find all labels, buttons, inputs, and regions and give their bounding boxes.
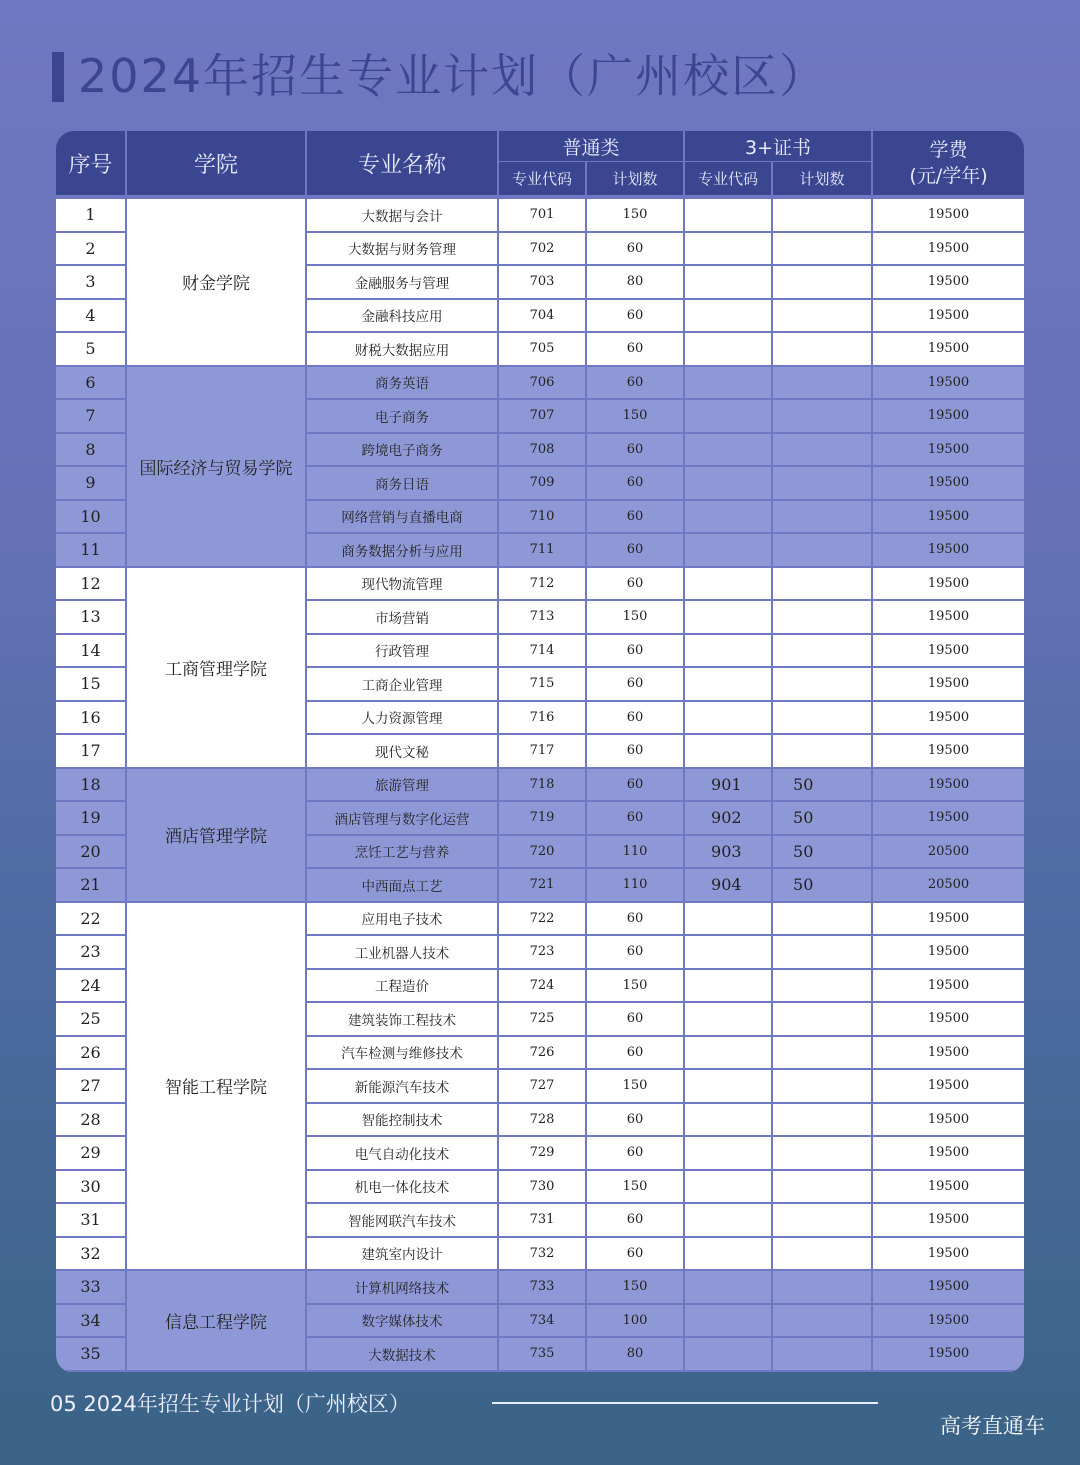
cell-general-code: 707 [498, 399, 586, 433]
cell-fee: 20500 [872, 835, 1024, 869]
cell-general-code: 708 [498, 433, 586, 467]
cell-cert-plan [772, 433, 872, 467]
cell-major: 财税大数据应用 [306, 332, 498, 366]
cell-general-code: 703 [498, 265, 586, 299]
cell-cert-code [684, 567, 772, 601]
cell-fee: 19500 [872, 801, 1024, 835]
cell-seq: 19 [56, 801, 126, 835]
cell-cert-plan [772, 935, 872, 969]
cell-general-plan: 60 [586, 232, 684, 266]
cell-major: 新能源汽车技术 [306, 1069, 498, 1103]
header-fee [872, 131, 1024, 195]
cell-cert-plan [772, 299, 872, 333]
cell-cert-code [684, 1203, 772, 1237]
cell-major: 跨境电子商务 [306, 433, 498, 467]
cell-cert-code [684, 533, 772, 567]
cell-cert-code [684, 1237, 772, 1271]
cell-seq: 2 [56, 232, 126, 266]
cell-cert-plan [772, 500, 872, 534]
cell-general-plan: 60 [586, 533, 684, 567]
cell-major: 工商企业管理 [306, 667, 498, 701]
cell-seq: 1 [56, 199, 126, 232]
header-fee-line2: (元/学年) [909, 165, 988, 187]
cell-cert-plan [772, 466, 872, 500]
cell-general-code: 735 [498, 1337, 586, 1371]
cell-seq: 35 [56, 1337, 126, 1371]
cell-major: 金融服务与管理 [306, 265, 498, 299]
cell-fee: 19500 [872, 734, 1024, 768]
cell-general-code: 718 [498, 768, 586, 802]
cell-cert-plan [772, 1002, 872, 1036]
cell-cert-code [684, 199, 772, 232]
header-cert-plan: 计划数 [772, 162, 872, 196]
table-body [56, 195, 1024, 1371]
cell-general-code: 722 [498, 902, 586, 936]
cell-cert-code [684, 466, 772, 500]
cell-fee: 19500 [872, 1170, 1024, 1204]
cell-general-plan: 60 [586, 1237, 684, 1271]
cell-seq: 15 [56, 667, 126, 701]
cell-general-plan: 60 [586, 1203, 684, 1237]
table-row [56, 1270, 1024, 1304]
cell-fee: 19500 [872, 1203, 1024, 1237]
cell-seq: 5 [56, 332, 126, 366]
header-fee-line1: 学费 [929, 139, 968, 161]
cell-cert-code [684, 366, 772, 400]
cell-cert-code [684, 902, 772, 936]
cell-cert-code [684, 265, 772, 299]
cell-general-code: 701 [498, 199, 586, 232]
cell-cert-code [684, 1136, 772, 1170]
cell-seq: 10 [56, 500, 126, 534]
cell-seq: 25 [56, 1002, 126, 1036]
cell-fee: 19500 [872, 667, 1024, 701]
cell-general-code: 727 [498, 1069, 586, 1103]
cell-cert-plan [772, 399, 872, 433]
cell-cert-code [684, 1036, 772, 1070]
header-college: 学院 [126, 131, 306, 195]
cell-seq: 32 [56, 1237, 126, 1271]
cell-general-plan: 60 [586, 1002, 684, 1036]
cell-seq: 21 [56, 868, 126, 902]
cell-general-code: 731 [498, 1203, 586, 1237]
cell-cert-plan [772, 600, 872, 634]
header-group-general: 普通类 [498, 131, 684, 162]
cell-fee: 19500 [872, 1103, 1024, 1137]
cell-seq: 7 [56, 399, 126, 433]
cell-seq: 27 [56, 1069, 126, 1103]
cell-seq: 31 [56, 1203, 126, 1237]
cell-fee: 19500 [872, 902, 1024, 936]
cell-cert-plan [772, 734, 872, 768]
cell-seq: 22 [56, 902, 126, 936]
cell-major: 机电一体化技术 [306, 1170, 498, 1204]
cell-cert-code [684, 1069, 772, 1103]
cell-general-plan: 60 [586, 634, 684, 668]
cell-general-code: 711 [498, 533, 586, 567]
cell-cert-plan [772, 1136, 872, 1170]
cell-general-plan: 60 [586, 299, 684, 333]
cell-general-code: 730 [498, 1170, 586, 1204]
cell-major: 汽车检测与维修技术 [306, 1036, 498, 1070]
cell-general-code: 715 [498, 667, 586, 701]
cell-fee: 19500 [872, 768, 1024, 802]
cell-seq: 18 [56, 768, 126, 802]
cell-cert-code [684, 1170, 772, 1204]
cell-cert-plan [772, 701, 872, 735]
cell-general-plan: 150 [586, 199, 684, 232]
cell-cert-plan: 50 [772, 768, 872, 802]
cell-seq: 29 [56, 1136, 126, 1170]
cell-seq: 9 [56, 466, 126, 500]
cell-general-plan: 110 [586, 868, 684, 902]
cell-cert-code: 902 [684, 801, 772, 835]
table-row [56, 567, 1024, 601]
cell-major: 电气自动化技术 [306, 1136, 498, 1170]
cell-major: 建筑室内设计 [306, 1237, 498, 1271]
cell-cert-code [684, 634, 772, 668]
enrollment-table [56, 131, 1024, 1373]
cell-major: 商务日语 [306, 466, 498, 500]
cell-major: 大数据技术 [306, 1337, 498, 1371]
cell-general-plan: 60 [586, 667, 684, 701]
cell-cert-plan [772, 1304, 872, 1338]
cell-general-plan: 60 [586, 1103, 684, 1137]
cell-general-plan: 150 [586, 1270, 684, 1304]
cell-fee: 19500 [872, 466, 1024, 500]
cell-fee: 19500 [872, 701, 1024, 735]
header-seq: 序号 [56, 131, 126, 195]
cell-general-plan: 60 [586, 500, 684, 534]
cell-general-plan: 60 [586, 935, 684, 969]
cell-fee: 20500 [872, 868, 1024, 902]
cell-general-code: 709 [498, 466, 586, 500]
cell-major: 智能控制技术 [306, 1103, 498, 1137]
cell-seq: 4 [56, 299, 126, 333]
cell-general-plan: 110 [586, 835, 684, 869]
cell-seq: 28 [56, 1103, 126, 1137]
page-title: 2024年招生专业计划（广州校区） [78, 49, 828, 103]
cell-general-plan: 60 [586, 366, 684, 400]
cell-seq: 17 [56, 734, 126, 768]
table-header [56, 131, 1024, 195]
cell-cert-plan [772, 232, 872, 266]
cell-general-code: 721 [498, 868, 586, 902]
cell-seq: 20 [56, 835, 126, 869]
cell-fee: 19500 [872, 433, 1024, 467]
cell-fee: 19500 [872, 1270, 1024, 1304]
cell-general-plan: 60 [586, 567, 684, 601]
header-major: 专业名称 [306, 131, 498, 195]
cell-major: 电子商务 [306, 399, 498, 433]
cell-college: 酒店管理学院 [126, 768, 306, 902]
cell-cert-plan [772, 332, 872, 366]
cell-general-code: 714 [498, 634, 586, 668]
cell-seq: 33 [56, 1270, 126, 1304]
cell-general-code: 729 [498, 1136, 586, 1170]
cell-general-code: 734 [498, 1304, 586, 1338]
header-group-cert: 3+证书 [684, 131, 872, 162]
cell-general-code: 706 [498, 366, 586, 400]
table-row [56, 768, 1024, 802]
cell-general-code: 712 [498, 567, 586, 601]
cell-major: 行政管理 [306, 634, 498, 668]
cell-college: 财金学院 [126, 199, 306, 366]
cell-general-code: 720 [498, 835, 586, 869]
cell-cert-code [684, 600, 772, 634]
cell-fee: 19500 [872, 1069, 1024, 1103]
cell-general-plan: 60 [586, 701, 684, 735]
watermark-text: 高考直通车 [940, 1414, 1045, 1438]
cell-college: 国际经济与贸易学院 [126, 366, 306, 567]
cell-seq: 26 [56, 1036, 126, 1070]
cell-major: 建筑装饰工程技术 [306, 1002, 498, 1036]
cell-fee: 19500 [872, 1237, 1024, 1271]
cell-cert-code [684, 399, 772, 433]
cell-cert-code: 901 [684, 768, 772, 802]
cell-cert-plan [772, 1203, 872, 1237]
cell-major: 烹饪工艺与营养 [306, 835, 498, 869]
cell-cert-code [684, 1337, 772, 1371]
cell-seq: 16 [56, 701, 126, 735]
cell-cert-code [684, 935, 772, 969]
cell-cert-plan [772, 1069, 872, 1103]
cell-general-code: 726 [498, 1036, 586, 1070]
cell-cert-code [684, 500, 772, 534]
cell-cert-plan [772, 1170, 872, 1204]
cell-cert-plan: 50 [772, 801, 872, 835]
footer-rule [492, 1402, 878, 1404]
cell-seq: 34 [56, 1304, 126, 1338]
cell-cert-code [684, 1103, 772, 1137]
cell-seq: 3 [56, 265, 126, 299]
cell-seq: 24 [56, 969, 126, 1003]
cell-seq: 6 [56, 366, 126, 400]
cell-general-plan: 60 [586, 332, 684, 366]
cell-fee: 19500 [872, 332, 1024, 366]
cell-cert-code [684, 232, 772, 266]
cell-general-code: 724 [498, 969, 586, 1003]
cell-fee: 19500 [872, 366, 1024, 400]
cell-major: 金融科技应用 [306, 299, 498, 333]
cell-general-code: 716 [498, 701, 586, 735]
cell-general-code: 723 [498, 935, 586, 969]
cell-major: 工程造价 [306, 969, 498, 1003]
cell-fee: 19500 [872, 1337, 1024, 1371]
cell-major: 现代文秘 [306, 734, 498, 768]
cell-general-plan: 150 [586, 600, 684, 634]
cell-fee: 19500 [872, 1136, 1024, 1170]
cell-cert-plan [772, 667, 872, 701]
header-cert-code: 专业代码 [684, 162, 772, 196]
cell-cert-plan [772, 199, 872, 232]
header-general-code: 专业代码 [498, 162, 586, 196]
cell-general-code: 725 [498, 1002, 586, 1036]
cell-general-plan: 60 [586, 466, 684, 500]
cell-cert-plan [772, 969, 872, 1003]
cell-cert-plan: 50 [772, 835, 872, 869]
cell-cert-plan [772, 1337, 872, 1371]
cell-cert-plan [772, 533, 872, 567]
cell-general-plan: 150 [586, 399, 684, 433]
cell-major: 中西面点工艺 [306, 868, 498, 902]
cell-general-plan: 60 [586, 902, 684, 936]
cell-general-plan: 100 [586, 1304, 684, 1338]
cell-fee: 19500 [872, 199, 1024, 232]
cell-general-code: 702 [498, 232, 586, 266]
cell-general-plan: 150 [586, 1069, 684, 1103]
cell-cert-plan [772, 366, 872, 400]
cell-fee: 19500 [872, 567, 1024, 601]
cell-general-plan: 150 [586, 969, 684, 1003]
cell-general-plan: 60 [586, 1036, 684, 1070]
cell-cert-plan [772, 1237, 872, 1271]
cell-general-code: 733 [498, 1270, 586, 1304]
cell-general-plan: 80 [586, 265, 684, 299]
cell-major: 旅游管理 [306, 768, 498, 802]
cell-college: 工商管理学院 [126, 567, 306, 768]
cell-major: 网络营销与直播电商 [306, 500, 498, 534]
cell-cert-code [684, 667, 772, 701]
cell-fee: 19500 [872, 399, 1024, 433]
cell-cert-plan [772, 1036, 872, 1070]
cell-college: 智能工程学院 [126, 902, 306, 1271]
cell-general-code: 710 [498, 500, 586, 534]
cell-general-code: 705 [498, 332, 586, 366]
cell-general-plan: 60 [586, 768, 684, 802]
cell-cert-plan [772, 902, 872, 936]
cell-cert-code: 904 [684, 868, 772, 902]
cell-major: 酒店管理与数字化运营 [306, 801, 498, 835]
cell-cert-plan [772, 1270, 872, 1304]
cell-fee: 19500 [872, 969, 1024, 1003]
cell-general-code: 719 [498, 801, 586, 835]
cell-major: 大数据与会计 [306, 199, 498, 232]
cell-seq: 23 [56, 935, 126, 969]
cell-fee: 19500 [872, 935, 1024, 969]
table-row [56, 199, 1024, 232]
cell-major: 数字媒体技术 [306, 1304, 498, 1338]
cell-major: 计算机网络技术 [306, 1270, 498, 1304]
cell-seq: 8 [56, 433, 126, 467]
cell-major: 智能网联汽车技术 [306, 1203, 498, 1237]
cell-general-code: 713 [498, 600, 586, 634]
cell-general-plan: 60 [586, 801, 684, 835]
cell-fee: 19500 [872, 533, 1024, 567]
cell-fee: 19500 [872, 1002, 1024, 1036]
cell-major: 现代物流管理 [306, 567, 498, 601]
cell-cert-plan: 50 [772, 868, 872, 902]
cell-cert-plan [772, 634, 872, 668]
footer-caption: 05 2024年招生专业计划（广州校区） [50, 1392, 410, 1416]
cell-general-code: 732 [498, 1237, 586, 1271]
cell-general-plan: 80 [586, 1337, 684, 1371]
table-row [56, 902, 1024, 936]
cell-seq: 30 [56, 1170, 126, 1204]
cell-cert-code [684, 734, 772, 768]
cell-cert-plan [772, 567, 872, 601]
cell-major: 商务数据分析与应用 [306, 533, 498, 567]
cell-fee: 19500 [872, 634, 1024, 668]
cell-cert-code [684, 332, 772, 366]
cell-cert-code [684, 1270, 772, 1304]
cell-seq: 12 [56, 567, 126, 601]
cell-general-plan: 60 [586, 433, 684, 467]
cell-fee: 19500 [872, 600, 1024, 634]
cell-major: 大数据与财务管理 [306, 232, 498, 266]
cell-general-code: 717 [498, 734, 586, 768]
cell-college: 信息工程学院 [126, 1270, 306, 1371]
cell-seq: 11 [56, 533, 126, 567]
cell-cert-code [684, 433, 772, 467]
header-general-plan: 计划数 [586, 162, 684, 196]
cell-fee: 19500 [872, 1036, 1024, 1070]
cell-fee: 19500 [872, 232, 1024, 266]
cell-cert-plan [772, 265, 872, 299]
cell-fee: 19500 [872, 265, 1024, 299]
cell-cert-code [684, 1304, 772, 1338]
title-accent-bar [52, 52, 64, 102]
cell-general-plan: 60 [586, 1136, 684, 1170]
cell-cert-code [684, 299, 772, 333]
cell-cert-code [684, 1002, 772, 1036]
cell-major: 市场营销 [306, 600, 498, 634]
cell-fee: 19500 [872, 1304, 1024, 1338]
cell-major: 人力资源管理 [306, 701, 498, 735]
cell-general-plan: 150 [586, 1170, 684, 1204]
cell-cert-code: 903 [684, 835, 772, 869]
cell-major: 工业机器人技术 [306, 935, 498, 969]
cell-cert-plan [772, 1103, 872, 1137]
cell-fee: 19500 [872, 500, 1024, 534]
cell-major: 应用电子技术 [306, 902, 498, 936]
cell-general-plan: 60 [586, 734, 684, 768]
table-row [56, 366, 1024, 400]
cell-seq: 14 [56, 634, 126, 668]
cell-general-code: 728 [498, 1103, 586, 1137]
cell-major: 商务英语 [306, 366, 498, 400]
cell-fee: 19500 [872, 299, 1024, 333]
cell-general-code: 704 [498, 299, 586, 333]
cell-cert-code [684, 969, 772, 1003]
cell-cert-code [684, 701, 772, 735]
cell-seq: 13 [56, 600, 126, 634]
